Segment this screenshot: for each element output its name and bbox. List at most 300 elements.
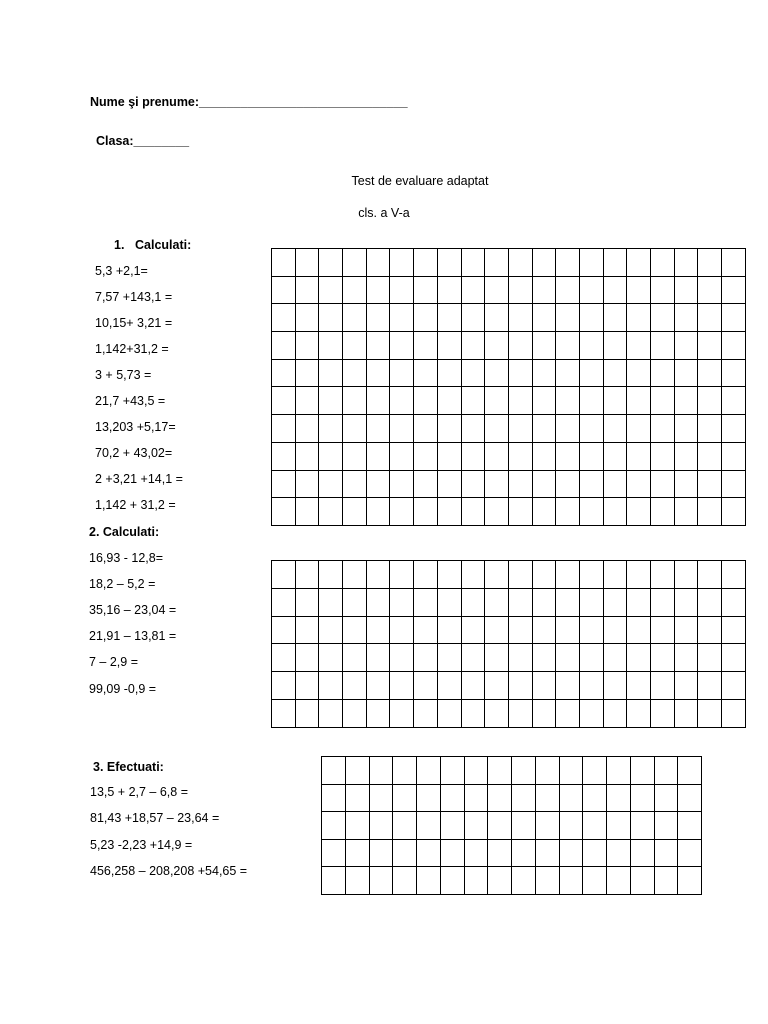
grid-cell[interactable] — [437, 498, 461, 526]
grid-cell[interactable] — [322, 784, 346, 812]
grid-cell[interactable] — [627, 249, 651, 277]
grid-cell[interactable] — [366, 442, 390, 470]
grid-cell[interactable] — [322, 757, 346, 785]
grid-cell[interactable] — [579, 561, 603, 589]
grid-cell[interactable] — [627, 644, 651, 672]
grid-cell[interactable] — [414, 332, 438, 360]
grid-cell[interactable] — [627, 498, 651, 526]
grid-cell[interactable] — [607, 757, 631, 785]
grid-cell[interactable] — [698, 672, 722, 700]
grid-cell[interactable] — [417, 867, 441, 895]
grid-cell[interactable] — [295, 616, 319, 644]
grid-cell[interactable] — [414, 387, 438, 415]
grid-cell[interactable] — [508, 498, 532, 526]
grid-cell[interactable] — [414, 588, 438, 616]
grid-cell[interactable] — [319, 588, 343, 616]
grid-cell[interactable] — [535, 867, 559, 895]
grid-cell[interactable] — [674, 304, 698, 332]
grid-cell[interactable] — [654, 867, 678, 895]
grid-cell[interactable] — [556, 561, 580, 589]
grid-cell[interactable] — [393, 784, 417, 812]
grid-cell[interactable] — [485, 616, 509, 644]
grid-cell[interactable] — [272, 332, 296, 360]
grid-cell[interactable] — [674, 332, 698, 360]
grid-cell[interactable] — [369, 812, 393, 840]
grid-cell[interactable] — [579, 387, 603, 415]
grid-cell[interactable] — [345, 867, 369, 895]
grid-cell[interactable] — [366, 616, 390, 644]
grid-cell[interactable] — [319, 276, 343, 304]
grid-cell[interactable] — [319, 332, 343, 360]
grid-cell[interactable] — [532, 699, 556, 727]
grid-cell[interactable] — [698, 699, 722, 727]
grid-cell[interactable] — [512, 757, 536, 785]
grid-cell[interactable] — [437, 387, 461, 415]
grid-cell[interactable] — [722, 699, 746, 727]
grid-cell[interactable] — [556, 616, 580, 644]
grid-cell[interactable] — [603, 588, 627, 616]
grid-cell[interactable] — [485, 276, 509, 304]
grid-cell[interactable] — [295, 387, 319, 415]
grid-cell[interactable] — [630, 867, 654, 895]
grid-cell[interactable] — [722, 672, 746, 700]
grid-cell[interactable] — [366, 249, 390, 277]
grid-cell[interactable] — [698, 470, 722, 498]
grid-cell[interactable] — [390, 249, 414, 277]
grid-cell[interactable] — [627, 699, 651, 727]
grid-cell[interactable] — [630, 839, 654, 867]
grid-cell[interactable] — [461, 588, 485, 616]
grid-cell[interactable] — [343, 498, 367, 526]
grid-cell[interactable] — [651, 672, 675, 700]
grid-cell[interactable] — [343, 359, 367, 387]
grid-cell[interactable] — [437, 442, 461, 470]
grid-cell[interactable] — [722, 387, 746, 415]
grid-cell[interactable] — [393, 839, 417, 867]
grid-cell[interactable] — [722, 442, 746, 470]
answer-grid-1[interactable] — [271, 248, 746, 526]
grid-cell[interactable] — [464, 867, 488, 895]
grid-cell[interactable] — [414, 304, 438, 332]
grid-cell[interactable] — [319, 498, 343, 526]
grid-cell[interactable] — [583, 812, 607, 840]
grid-cell[interactable] — [532, 387, 556, 415]
grid-cell[interactable] — [722, 304, 746, 332]
grid-cell[interactable] — [651, 276, 675, 304]
grid-cell[interactable] — [345, 784, 369, 812]
grid-cell[interactable] — [603, 672, 627, 700]
grid-cell[interactable] — [532, 304, 556, 332]
grid-cell[interactable] — [437, 415, 461, 443]
grid-cell[interactable] — [532, 561, 556, 589]
grid-cell[interactable] — [440, 867, 464, 895]
grid-cell[interactable] — [674, 561, 698, 589]
grid-cell[interactable] — [630, 812, 654, 840]
grid-cell[interactable] — [508, 304, 532, 332]
grid-cell[interactable] — [579, 415, 603, 443]
name-field[interactable]: Nume şi prenume:______________________________ — [90, 95, 408, 109]
grid-cell[interactable] — [627, 616, 651, 644]
grid-cell[interactable] — [440, 757, 464, 785]
grid-cell[interactable] — [651, 415, 675, 443]
grid-cell[interactable] — [485, 249, 509, 277]
grid-cell[interactable] — [603, 644, 627, 672]
grid-cell[interactable] — [485, 470, 509, 498]
grid-cell[interactable] — [414, 561, 438, 589]
grid-cell[interactable] — [651, 442, 675, 470]
grid-cell[interactable] — [579, 332, 603, 360]
grid-cell[interactable] — [345, 812, 369, 840]
grid-cell[interactable] — [603, 359, 627, 387]
grid-cell[interactable] — [674, 387, 698, 415]
grid-cell[interactable] — [579, 672, 603, 700]
grid-cell[interactable] — [559, 784, 583, 812]
grid-cell[interactable] — [508, 561, 532, 589]
grid-cell[interactable] — [556, 249, 580, 277]
grid-cell[interactable] — [390, 470, 414, 498]
grid-cell[interactable] — [559, 757, 583, 785]
grid-cell[interactable] — [295, 470, 319, 498]
grid-cell[interactable] — [390, 498, 414, 526]
grid-cell[interactable] — [627, 442, 651, 470]
grid-cell[interactable] — [674, 359, 698, 387]
grid-cell[interactable] — [319, 561, 343, 589]
grid-cell[interactable] — [272, 415, 296, 443]
grid-cell[interactable] — [627, 276, 651, 304]
grid-cell[interactable] — [603, 387, 627, 415]
grid-cell[interactable] — [319, 387, 343, 415]
grid-cell[interactable] — [414, 276, 438, 304]
grid-cell[interactable] — [651, 304, 675, 332]
grid-cell[interactable] — [390, 442, 414, 470]
grid-cell[interactable] — [414, 616, 438, 644]
grid-cell[interactable] — [488, 784, 512, 812]
grid-cell[interactable] — [390, 359, 414, 387]
grid-cell[interactable] — [722, 332, 746, 360]
grid-cell[interactable] — [698, 387, 722, 415]
grid-cell[interactable] — [319, 616, 343, 644]
grid-cell[interactable] — [345, 757, 369, 785]
grid-cell[interactable] — [532, 415, 556, 443]
grid-cell[interactable] — [627, 304, 651, 332]
grid-cell[interactable] — [532, 276, 556, 304]
grid-cell[interactable] — [295, 672, 319, 700]
grid-cell[interactable] — [272, 644, 296, 672]
grid-cell[interactable] — [512, 812, 536, 840]
grid-cell[interactable] — [272, 387, 296, 415]
grid-cell[interactable] — [437, 588, 461, 616]
grid-cell[interactable] — [437, 359, 461, 387]
grid-cell[interactable] — [485, 588, 509, 616]
grid-cell[interactable] — [651, 249, 675, 277]
grid-cell[interactable] — [488, 839, 512, 867]
grid-cell[interactable] — [559, 839, 583, 867]
grid-cell[interactable] — [390, 672, 414, 700]
grid-cell[interactable] — [651, 616, 675, 644]
grid-cell[interactable] — [508, 644, 532, 672]
grid-cell[interactable] — [651, 470, 675, 498]
grid-cell[interactable] — [295, 498, 319, 526]
grid-cell[interactable] — [607, 839, 631, 867]
grid-cell[interactable] — [485, 699, 509, 727]
grid-cell[interactable] — [678, 757, 702, 785]
grid-cell[interactable] — [369, 867, 393, 895]
grid-cell[interactable] — [556, 304, 580, 332]
grid-cell[interactable] — [698, 276, 722, 304]
grid-cell[interactable] — [556, 498, 580, 526]
grid-cell[interactable] — [461, 644, 485, 672]
grid-cell[interactable] — [698, 442, 722, 470]
grid-cell[interactable] — [464, 784, 488, 812]
grid-cell[interactable] — [464, 757, 488, 785]
grid-cell[interactable] — [488, 757, 512, 785]
grid-cell[interactable] — [627, 561, 651, 589]
grid-cell[interactable] — [698, 616, 722, 644]
answer-grid-2[interactable] — [271, 560, 746, 728]
grid-cell[interactable] — [414, 359, 438, 387]
grid-cell[interactable] — [508, 588, 532, 616]
grid-cell[interactable] — [508, 387, 532, 415]
grid-cell[interactable] — [461, 387, 485, 415]
grid-cell[interactable] — [651, 359, 675, 387]
grid-cell[interactable] — [343, 415, 367, 443]
grid-cell[interactable] — [508, 470, 532, 498]
grid-cell[interactable] — [556, 387, 580, 415]
grid-cell[interactable] — [295, 332, 319, 360]
grid-cell[interactable] — [627, 588, 651, 616]
grid-cell[interactable] — [343, 561, 367, 589]
grid-cell[interactable] — [627, 359, 651, 387]
grid-cell[interactable] — [508, 699, 532, 727]
grid-cell[interactable] — [508, 276, 532, 304]
grid-cell[interactable] — [414, 249, 438, 277]
grid-cell[interactable] — [556, 415, 580, 443]
grid-cell[interactable] — [559, 867, 583, 895]
grid-cell[interactable] — [722, 359, 746, 387]
grid-cell[interactable] — [414, 699, 438, 727]
grid-cell[interactable] — [319, 644, 343, 672]
grid-cell[interactable] — [532, 644, 556, 672]
grid-cell[interactable] — [437, 699, 461, 727]
grid-cell[interactable] — [464, 839, 488, 867]
grid-cell[interactable] — [272, 672, 296, 700]
grid-cell[interactable] — [583, 839, 607, 867]
grid-cell[interactable] — [674, 276, 698, 304]
grid-cell[interactable] — [369, 757, 393, 785]
grid-cell[interactable] — [532, 470, 556, 498]
grid-cell[interactable] — [508, 442, 532, 470]
grid-cell[interactable] — [343, 699, 367, 727]
grid-cell[interactable] — [603, 699, 627, 727]
grid-cell[interactable] — [461, 498, 485, 526]
grid-cell[interactable] — [674, 672, 698, 700]
grid-cell[interactable] — [508, 249, 532, 277]
grid-cell[interactable] — [579, 249, 603, 277]
grid-cell[interactable] — [343, 249, 367, 277]
grid-cell[interactable] — [366, 387, 390, 415]
grid-cell[interactable] — [722, 249, 746, 277]
grid-cell[interactable] — [678, 784, 702, 812]
grid-cell[interactable] — [366, 470, 390, 498]
grid-cell[interactable] — [272, 249, 296, 277]
grid-cell[interactable] — [390, 588, 414, 616]
grid-cell[interactable] — [651, 498, 675, 526]
grid-cell[interactable] — [583, 757, 607, 785]
grid-cell[interactable] — [366, 304, 390, 332]
grid-cell[interactable] — [437, 470, 461, 498]
grid-cell[interactable] — [440, 839, 464, 867]
grid-cell[interactable] — [674, 588, 698, 616]
grid-cell[interactable] — [319, 442, 343, 470]
grid-cell[interactable] — [674, 415, 698, 443]
grid-cell[interactable] — [485, 442, 509, 470]
grid-cell[interactable] — [343, 442, 367, 470]
grid-cell[interactable] — [508, 616, 532, 644]
grid-cell[interactable] — [272, 616, 296, 644]
grid-cell[interactable] — [461, 672, 485, 700]
grid-cell[interactable] — [722, 644, 746, 672]
grid-cell[interactable] — [417, 757, 441, 785]
grid-cell[interactable] — [630, 757, 654, 785]
grid-cell[interactable] — [512, 839, 536, 867]
grid-cell[interactable] — [698, 561, 722, 589]
grid-cell[interactable] — [295, 304, 319, 332]
grid-cell[interactable] — [390, 415, 414, 443]
grid-cell[interactable] — [366, 644, 390, 672]
grid-cell[interactable] — [485, 498, 509, 526]
grid-cell[interactable] — [722, 616, 746, 644]
grid-cell[interactable] — [556, 672, 580, 700]
grid-cell[interactable] — [390, 276, 414, 304]
grid-cell[interactable] — [654, 784, 678, 812]
grid-cell[interactable] — [674, 616, 698, 644]
grid-cell[interactable] — [556, 332, 580, 360]
grid-cell[interactable] — [722, 470, 746, 498]
grid-cell[interactable] — [485, 332, 509, 360]
grid-cell[interactable] — [319, 672, 343, 700]
grid-cell[interactable] — [343, 616, 367, 644]
grid-cell[interactable] — [532, 359, 556, 387]
grid-cell[interactable] — [556, 442, 580, 470]
grid-cell[interactable] — [366, 415, 390, 443]
grid-cell[interactable] — [674, 470, 698, 498]
grid-cell[interactable] — [319, 699, 343, 727]
grid-cell[interactable] — [343, 672, 367, 700]
grid-cell[interactable] — [295, 588, 319, 616]
grid-cell[interactable] — [366, 699, 390, 727]
grid-cell[interactable] — [722, 276, 746, 304]
grid-cell[interactable] — [390, 561, 414, 589]
grid-cell[interactable] — [556, 359, 580, 387]
grid-cell[interactable] — [319, 470, 343, 498]
grid-cell[interactable] — [414, 498, 438, 526]
grid-cell[interactable] — [579, 276, 603, 304]
grid-cell[interactable] — [461, 304, 485, 332]
grid-cell[interactable] — [319, 249, 343, 277]
grid-cell[interactable] — [603, 442, 627, 470]
grid-cell[interactable] — [461, 359, 485, 387]
grid-cell[interactable] — [272, 699, 296, 727]
grid-cell[interactable] — [559, 812, 583, 840]
grid-cell[interactable] — [556, 588, 580, 616]
grid-cell[interactable] — [512, 867, 536, 895]
grid-cell[interactable] — [579, 470, 603, 498]
grid-cell[interactable] — [651, 699, 675, 727]
grid-cell[interactable] — [343, 387, 367, 415]
grid-cell[interactable] — [532, 332, 556, 360]
grid-cell[interactable] — [464, 812, 488, 840]
grid-cell[interactable] — [651, 588, 675, 616]
grid-cell[interactable] — [627, 470, 651, 498]
grid-cell[interactable] — [485, 415, 509, 443]
grid-cell[interactable] — [722, 498, 746, 526]
grid-cell[interactable] — [674, 644, 698, 672]
grid-cell[interactable] — [461, 699, 485, 727]
grid-cell[interactable] — [461, 616, 485, 644]
grid-cell[interactable] — [390, 304, 414, 332]
grid-cell[interactable] — [698, 332, 722, 360]
grid-cell[interactable] — [651, 387, 675, 415]
grid-cell[interactable] — [603, 249, 627, 277]
grid-cell[interactable] — [414, 672, 438, 700]
grid-cell[interactable] — [343, 276, 367, 304]
grid-cell[interactable] — [393, 867, 417, 895]
grid-cell[interactable] — [579, 644, 603, 672]
grid-cell[interactable] — [630, 784, 654, 812]
grid-cell[interactable] — [390, 699, 414, 727]
grid-cell[interactable] — [678, 867, 702, 895]
grid-cell[interactable] — [603, 616, 627, 644]
grid-cell[interactable] — [654, 839, 678, 867]
grid-cell[interactable] — [579, 699, 603, 727]
grid-cell[interactable] — [440, 784, 464, 812]
grid-cell[interactable] — [393, 812, 417, 840]
grid-cell[interactable] — [674, 249, 698, 277]
grid-cell[interactable] — [272, 588, 296, 616]
grid-cell[interactable] — [607, 867, 631, 895]
grid-cell[interactable] — [272, 561, 296, 589]
grid-cell[interactable] — [627, 672, 651, 700]
grid-cell[interactable] — [488, 812, 512, 840]
grid-cell[interactable] — [295, 442, 319, 470]
grid-cell[interactable] — [440, 812, 464, 840]
grid-cell[interactable] — [319, 304, 343, 332]
grid-cell[interactable] — [698, 415, 722, 443]
grid-cell[interactable] — [437, 616, 461, 644]
grid-cell[interactable] — [603, 276, 627, 304]
grid-cell[interactable] — [532, 588, 556, 616]
grid-cell[interactable] — [343, 304, 367, 332]
grid-cell[interactable] — [345, 839, 369, 867]
grid-cell[interactable] — [508, 672, 532, 700]
grid-cell[interactable] — [343, 332, 367, 360]
grid-cell[interactable] — [603, 470, 627, 498]
grid-cell[interactable] — [295, 415, 319, 443]
grid-cell[interactable] — [461, 332, 485, 360]
grid-cell[interactable] — [579, 498, 603, 526]
grid-cell[interactable] — [579, 359, 603, 387]
grid-cell[interactable] — [295, 276, 319, 304]
grid-cell[interactable] — [369, 839, 393, 867]
grid-cell[interactable] — [461, 561, 485, 589]
grid-cell[interactable] — [272, 276, 296, 304]
grid-cell[interactable] — [272, 442, 296, 470]
grid-cell[interactable] — [508, 359, 532, 387]
grid-cell[interactable] — [535, 812, 559, 840]
grid-cell[interactable] — [722, 588, 746, 616]
grid-cell[interactable] — [535, 784, 559, 812]
grid-cell[interactable] — [532, 249, 556, 277]
